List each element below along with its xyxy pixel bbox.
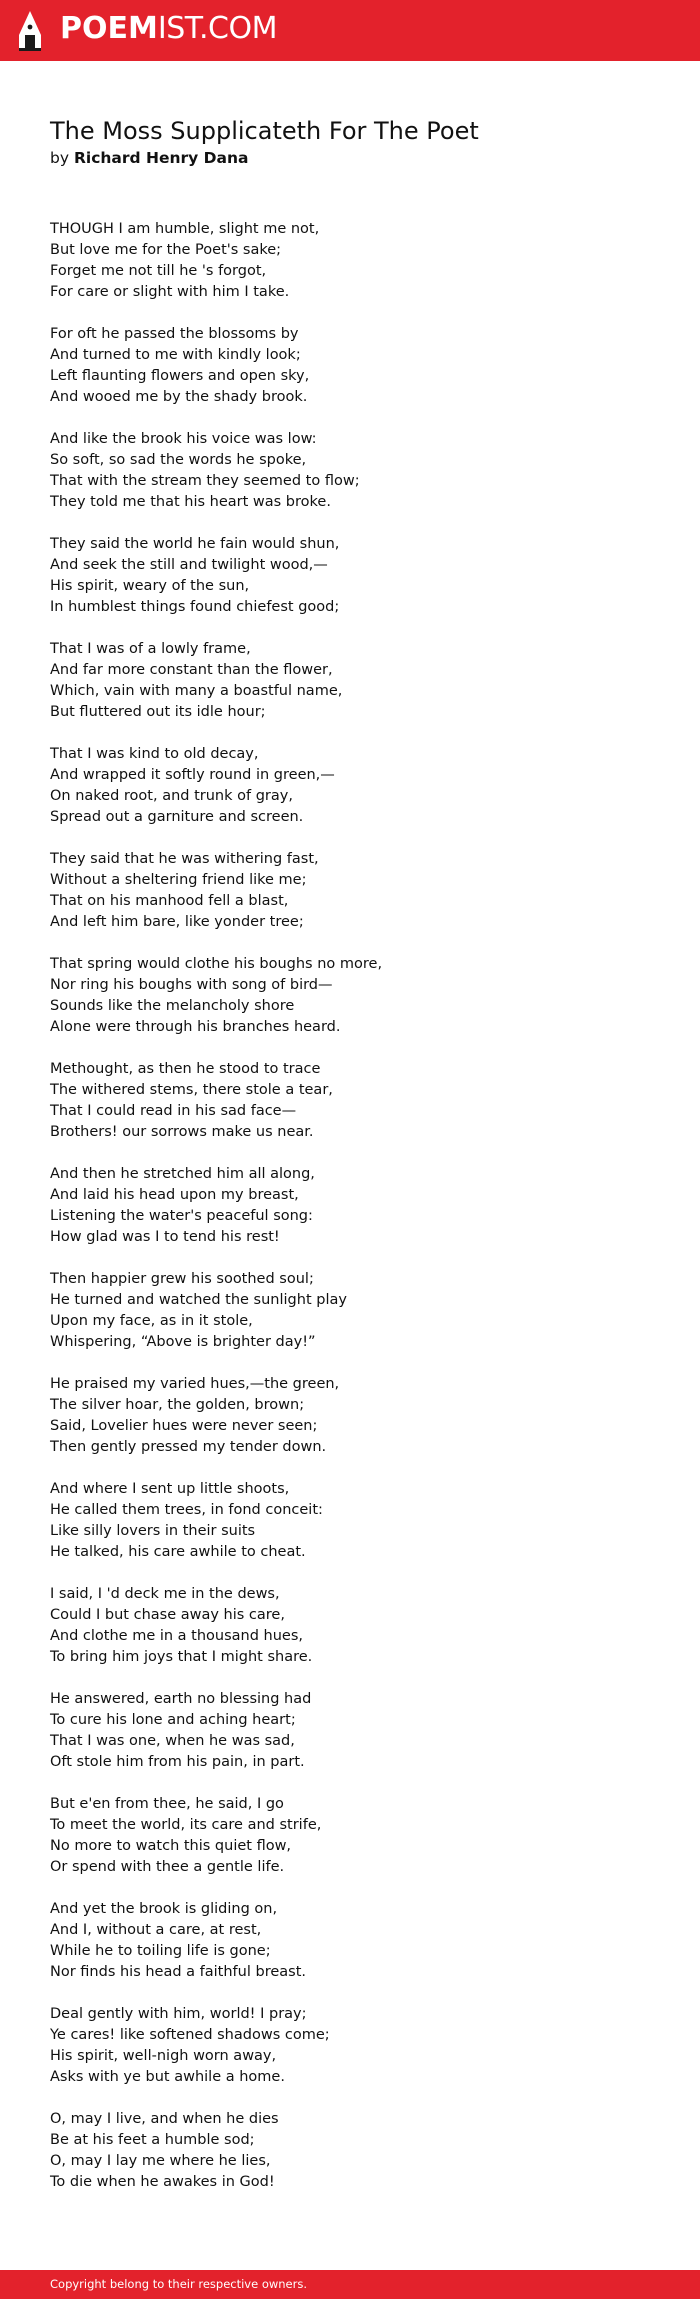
poem-line: But e'en from thee, he said, I go xyxy=(50,1796,284,1812)
poem-line: For care or slight with him I take. xyxy=(50,284,290,300)
stanza xyxy=(50,1479,650,1563)
stanza xyxy=(50,2004,650,2088)
brand-light-text: IST.COM xyxy=(157,11,277,46)
poem-line: And like the brook his voice was low: xyxy=(50,431,317,447)
pen-nib-icon[interactable] xyxy=(15,8,45,52)
stanza xyxy=(50,324,650,408)
stanza xyxy=(50,1689,650,1773)
poem-line: Methought, as then he stood to trace xyxy=(50,1061,321,1077)
poem-line: Forget me not till he 's forgot, xyxy=(50,263,267,279)
poem-body xyxy=(50,219,650,2214)
poem-line: And then he stretched him all along, xyxy=(50,1166,315,1182)
poem-line: And I, without a care, at rest, xyxy=(50,1922,262,1938)
poem-line: That I was of a lowly frame, xyxy=(50,641,251,657)
poem-line: And clothe me in a thousand hues, xyxy=(50,1628,304,1644)
poem-line: On naked root, and trunk of gray, xyxy=(50,788,293,804)
copyright-text: Copyright belong to their respective owners. xyxy=(50,2277,308,2291)
poem-line: That I was kind to old decay, xyxy=(50,746,259,762)
stanza xyxy=(50,1269,650,1353)
poem-line: In humblest things found chiefest good; xyxy=(50,599,340,615)
poem-line: Ye cares! like softened shadows come; xyxy=(50,2027,330,2043)
poem-line: Said, Lovelier hues were never seen; xyxy=(50,1418,318,1434)
poem-line: They said the world he fain would shun, xyxy=(50,536,340,552)
poem-line: To meet the world, its care and strife, xyxy=(50,1817,322,1833)
poem-line: Deal gently with him, world! I pray; xyxy=(50,2006,307,2022)
poem-line: Could I but chase away his care, xyxy=(50,1607,285,1623)
poem-line: That I was one, when he was sad, xyxy=(50,1733,295,1749)
poem-line: Which, vain with many a boastful name, xyxy=(50,683,343,699)
poem-line: Asks with ye but awhile a home. xyxy=(50,2069,285,2085)
poem-line: The silver hoar, the golden, brown; xyxy=(50,1397,305,1413)
stanza xyxy=(50,744,650,828)
poem-line: The withered stems, there stole a tear, xyxy=(50,1082,333,1098)
poem-line: No more to watch this quiet flow, xyxy=(50,1838,292,1854)
poem-line: He talked, his care awhile to cheat. xyxy=(50,1544,306,1560)
poem-line: His spirit, well-nigh worn away, xyxy=(50,2048,277,2064)
poem-line: I said, I 'd deck me in the dews, xyxy=(50,1586,280,1602)
stanza xyxy=(50,639,650,723)
poem-line: Nor ring his boughs with song of bird— xyxy=(50,977,333,993)
poem-line: And far more constant than the flower, xyxy=(50,662,333,678)
stanza xyxy=(50,534,650,618)
stanza xyxy=(50,2109,650,2193)
poem-line: And where I sent up little shoots, xyxy=(50,1481,290,1497)
site-footer xyxy=(0,2270,700,2299)
poem-line: Nor finds his head a faithful breast. xyxy=(50,1964,306,1980)
poem-line: They told me that his heart was broke. xyxy=(50,494,331,510)
poem-line: How glad was I to tend his rest! xyxy=(50,1229,280,1245)
poem-line: Brothers! our sorrows make us near. xyxy=(50,1124,314,1140)
poem-line: Spread out a garniture and screen. xyxy=(50,809,304,825)
poem-line: O, may I lay me where he lies, xyxy=(50,2153,271,2169)
site-logo-text[interactable] xyxy=(60,11,277,47)
poem-line: For oft he passed the blossoms by xyxy=(50,326,299,342)
poem-line: And turned to me with kindly look; xyxy=(50,347,301,363)
poem-line: That on his manhood fell a blast, xyxy=(50,893,289,909)
stanza xyxy=(50,1794,650,1878)
author-name: Richard Henry Dana xyxy=(73,149,249,167)
stanza xyxy=(50,1374,650,1458)
poem-line: Like silly lovers in their suits xyxy=(50,1523,256,1539)
stanza xyxy=(50,1164,650,1248)
poem-line: While he to toiling life is gone; xyxy=(50,1943,271,1959)
poem-line: Without a sheltering friend like me; xyxy=(50,872,307,888)
stanza xyxy=(50,1059,650,1143)
poem-line: O, may I live, and when he dies xyxy=(50,2111,279,2127)
poem-line: Upon my face, as in it stole, xyxy=(50,1313,253,1329)
poem-line: Left flaunting flowers and open sky, xyxy=(50,368,310,384)
poem-line: But fluttered out its idle hour; xyxy=(50,704,266,720)
poem-line: Then gently pressed my tender down. xyxy=(50,1439,327,1455)
byline xyxy=(50,147,249,169)
poem-line: And laid his head upon my breast, xyxy=(50,1187,299,1203)
site-header xyxy=(0,0,700,61)
poem-line: That spring would clothe his boughs no more, xyxy=(50,956,383,972)
poem-line: Whispering, “Above is brighter day!” xyxy=(50,1334,316,1350)
poem-line: So soft, so sad the words he spoke, xyxy=(50,452,307,468)
poem-line: Sounds like the melancholy shore xyxy=(50,998,295,1014)
poem-line: He called them trees, in fond conceit: xyxy=(50,1502,323,1518)
poem-line: And yet the brook is gliding on, xyxy=(50,1901,278,1917)
stanza xyxy=(50,219,650,303)
poem-line: Alone were through his branches heard. xyxy=(50,1019,341,1035)
poem-line: His spirit, weary of the sun, xyxy=(50,578,250,594)
stanza xyxy=(50,954,650,1038)
poem-line: And wrapped it softly round in green,— xyxy=(50,767,335,783)
brand-bold-text: POEM xyxy=(60,11,158,46)
poem-line: Then happier grew his soothed soul; xyxy=(50,1271,314,1287)
stanza xyxy=(50,429,650,513)
poem-line: And seek the still and twilight wood,— xyxy=(50,557,328,573)
poem-line: Or spend with thee a gentle life. xyxy=(50,1859,285,1875)
poem-line: That I could read in his sad face— xyxy=(50,1103,297,1119)
poem-line: To bring him joys that I might share. xyxy=(50,1649,313,1665)
poem-line: To cure his lone and aching heart; xyxy=(50,1712,296,1728)
poem-line: Oft stole him from his pain, in part. xyxy=(50,1754,305,1770)
poem-title: The Moss Supplicateth For The Poet xyxy=(50,117,479,145)
poem-line: He turned and watched the sunlight play xyxy=(50,1292,347,1308)
poem-line: He answered, earth no blessing had xyxy=(50,1691,312,1707)
poem-line: But love me for the Poet's sake; xyxy=(50,242,282,258)
poem-line: THOUGH I am humble, slight me not, xyxy=(50,221,320,237)
by-label: by xyxy=(50,149,70,167)
poem-line: To die when he awakes in God! xyxy=(50,2174,275,2190)
poem-line: They said that he was withering fast, xyxy=(50,851,319,867)
poem-line: That with the stream they seemed to flow; xyxy=(50,473,360,489)
poem-line: Be at his feet a humble sod; xyxy=(50,2132,255,2148)
poem-line: He praised my varied hues,—the green, xyxy=(50,1376,340,1392)
poem-line: And wooed me by the shady brook. xyxy=(50,389,308,405)
stanza xyxy=(50,1899,650,1983)
stanza xyxy=(50,1584,650,1668)
poem-line: Listening the water's peaceful song: xyxy=(50,1208,313,1224)
poem-line: And left him bare, like yonder tree; xyxy=(50,914,304,930)
stanza xyxy=(50,849,650,933)
